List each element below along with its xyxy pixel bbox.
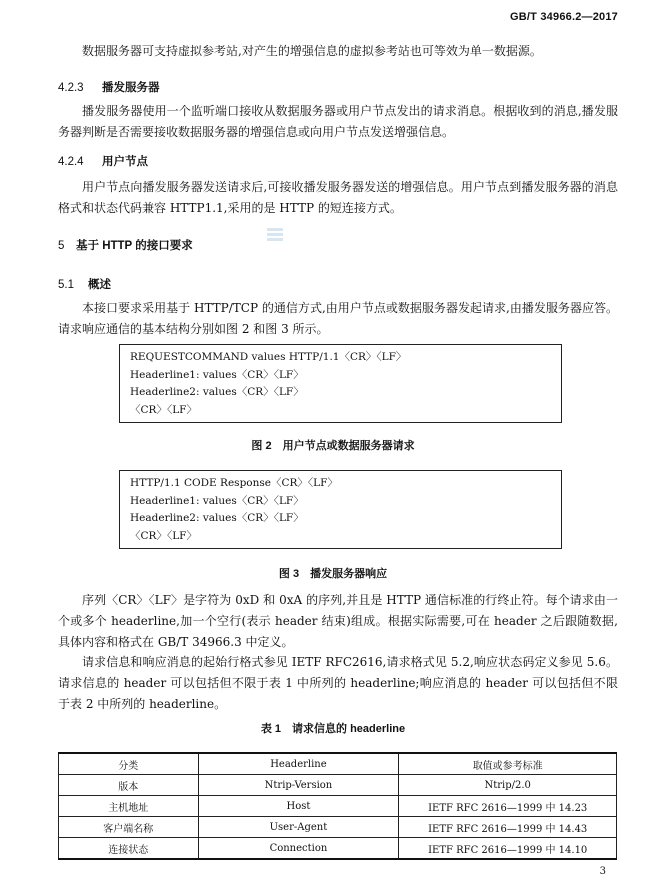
- table-header-row: [59, 753, 617, 775]
- section-heading-5: [58, 237, 193, 253]
- section-number: 5.1: [58, 279, 74, 291]
- table-cell: Connection: [198, 838, 399, 860]
- figure-3-code-box: [119, 470, 562, 549]
- table-cell: Ntrip-Version: [198, 775, 399, 796]
- section-number: 5: [58, 240, 65, 252]
- code-line: HTTP/1.1 CODE Response〈CR〉〈LF〉: [130, 477, 338, 489]
- table-header-cell: 取值或参考标准: [399, 753, 617, 775]
- table-cell: User-Agent: [198, 817, 399, 838]
- section-title: 基于 HTTP 的接口要求: [76, 240, 193, 252]
- table-cell: 版本: [59, 775, 199, 796]
- table-row: [59, 838, 617, 860]
- watermark-icon: [266, 226, 284, 242]
- table-header-cell: Headerline: [198, 753, 399, 775]
- code-line: Headerline2: values〈CR〉〈LF〉: [130, 512, 304, 524]
- section-heading-5-1: [58, 276, 111, 292]
- code-line: 〈CR〉〈LF〉: [130, 529, 197, 542]
- table-cell: IETF RFC 2616—1999 中 14.43: [399, 817, 617, 838]
- code-line: 〈CR〉〈LF〉: [130, 403, 197, 416]
- section-title: 播发服务器: [102, 82, 160, 94]
- paragraph-format: 请求信息和响应消息的起始行格式参见 IETF RFC2616,请求格式见 5.2,响应状态码定义参见 5.6。请求信息的 header 可以包括但不限于表 1 中所列的 headerline;响应消息的 header 可以包括但不限于表 2 中所列的 headerline。: [58, 655, 618, 711]
- table-row: [59, 775, 617, 796]
- table-row: [59, 817, 617, 838]
- section-heading-4-2-4: [58, 153, 148, 169]
- section-title: 用户节点: [102, 156, 148, 168]
- standard-code: GB/T 34966.2—2017: [510, 11, 618, 23]
- paragraph-sequence: 序列〈CR〉〈LF〉是字符为 0xD 和 0xA 的序列,并且是 HTTP 通信标准的行终止符。每个请求由一个或多个 headerline,加一个空行(表示 header 结束)组成。根据实际需要,可在 header 之后跟随数据,具体内容和格式在 GB/T 34966.3 中定义。: [58, 593, 618, 649]
- section-heading-4-2-3: [58, 79, 160, 95]
- figure-3-caption: 图 3 播发服务器响应: [278, 568, 388, 580]
- intro-paragraph: 数据服务器可支持虚拟参考站,对产生的增强信息的虚拟参考站也可等效为单一数据源。: [82, 44, 542, 58]
- table-cell: 连接状态: [59, 838, 199, 860]
- table-1: [58, 752, 617, 860]
- page-number: 3: [599, 866, 606, 877]
- section-body-4-2-3: 播发服务器使用一个监听端口接收从数据服务器或用户节点发出的请求消息。根据收到的消息,播发服务器判断是否需要接收数据服务器的增强信息或向用户节点发送增强信息。: [58, 104, 618, 139]
- code-line: Headerline2: values〈CR〉〈LF〉: [130, 386, 304, 398]
- figure-2-caption: 图 2 用户节点或数据服务器请求: [251, 440, 415, 452]
- code-line: Headerline1: values〈CR〉〈LF〉: [130, 494, 304, 507]
- table-header-cell: 分类: [59, 753, 199, 775]
- table-row: [59, 796, 617, 817]
- table-cell: 主机地址: [59, 796, 199, 817]
- code-line: Headerline1: values〈CR〉〈LF〉: [130, 368, 304, 381]
- figure-2-code-box: [119, 344, 562, 423]
- table-1-caption: 表 1 请求信息的 headerline: [260, 723, 406, 735]
- table-cell: Host: [198, 796, 399, 817]
- table-cell: Ntrip/2.0: [399, 775, 617, 796]
- table-cell: IETF RFC 2616—1999 中 14.23: [399, 796, 617, 817]
- code-line: REQUESTCOMMAND values HTTP/1.1〈CR〉〈LF〉: [130, 351, 407, 363]
- section-body-5-1: 本接口要求采用基于 HTTP/TCP 的通信方式,由用户节点或数据服务器发起请求,由播发服务器应答。请求响应通信的基本结构分别如图 2 和图 3 所示。: [58, 301, 618, 336]
- section-body-4-2-4: 用户节点向播发服务器发送请求后,可接收播发服务器发送的增强信息。用户节点到播发服务器的消息格式和状态代码兼容 HTTP1.1,采用的是 HTTP 的短连接方式。: [58, 180, 618, 215]
- table-cell: 客户端名称: [59, 817, 199, 838]
- section-title: 概述: [88, 279, 111, 291]
- table-cell: IETF RFC 2616—1999 中 14.10: [399, 838, 617, 860]
- section-number: 4.2.4: [58, 156, 84, 168]
- section-number: 4.2.3: [58, 82, 84, 94]
